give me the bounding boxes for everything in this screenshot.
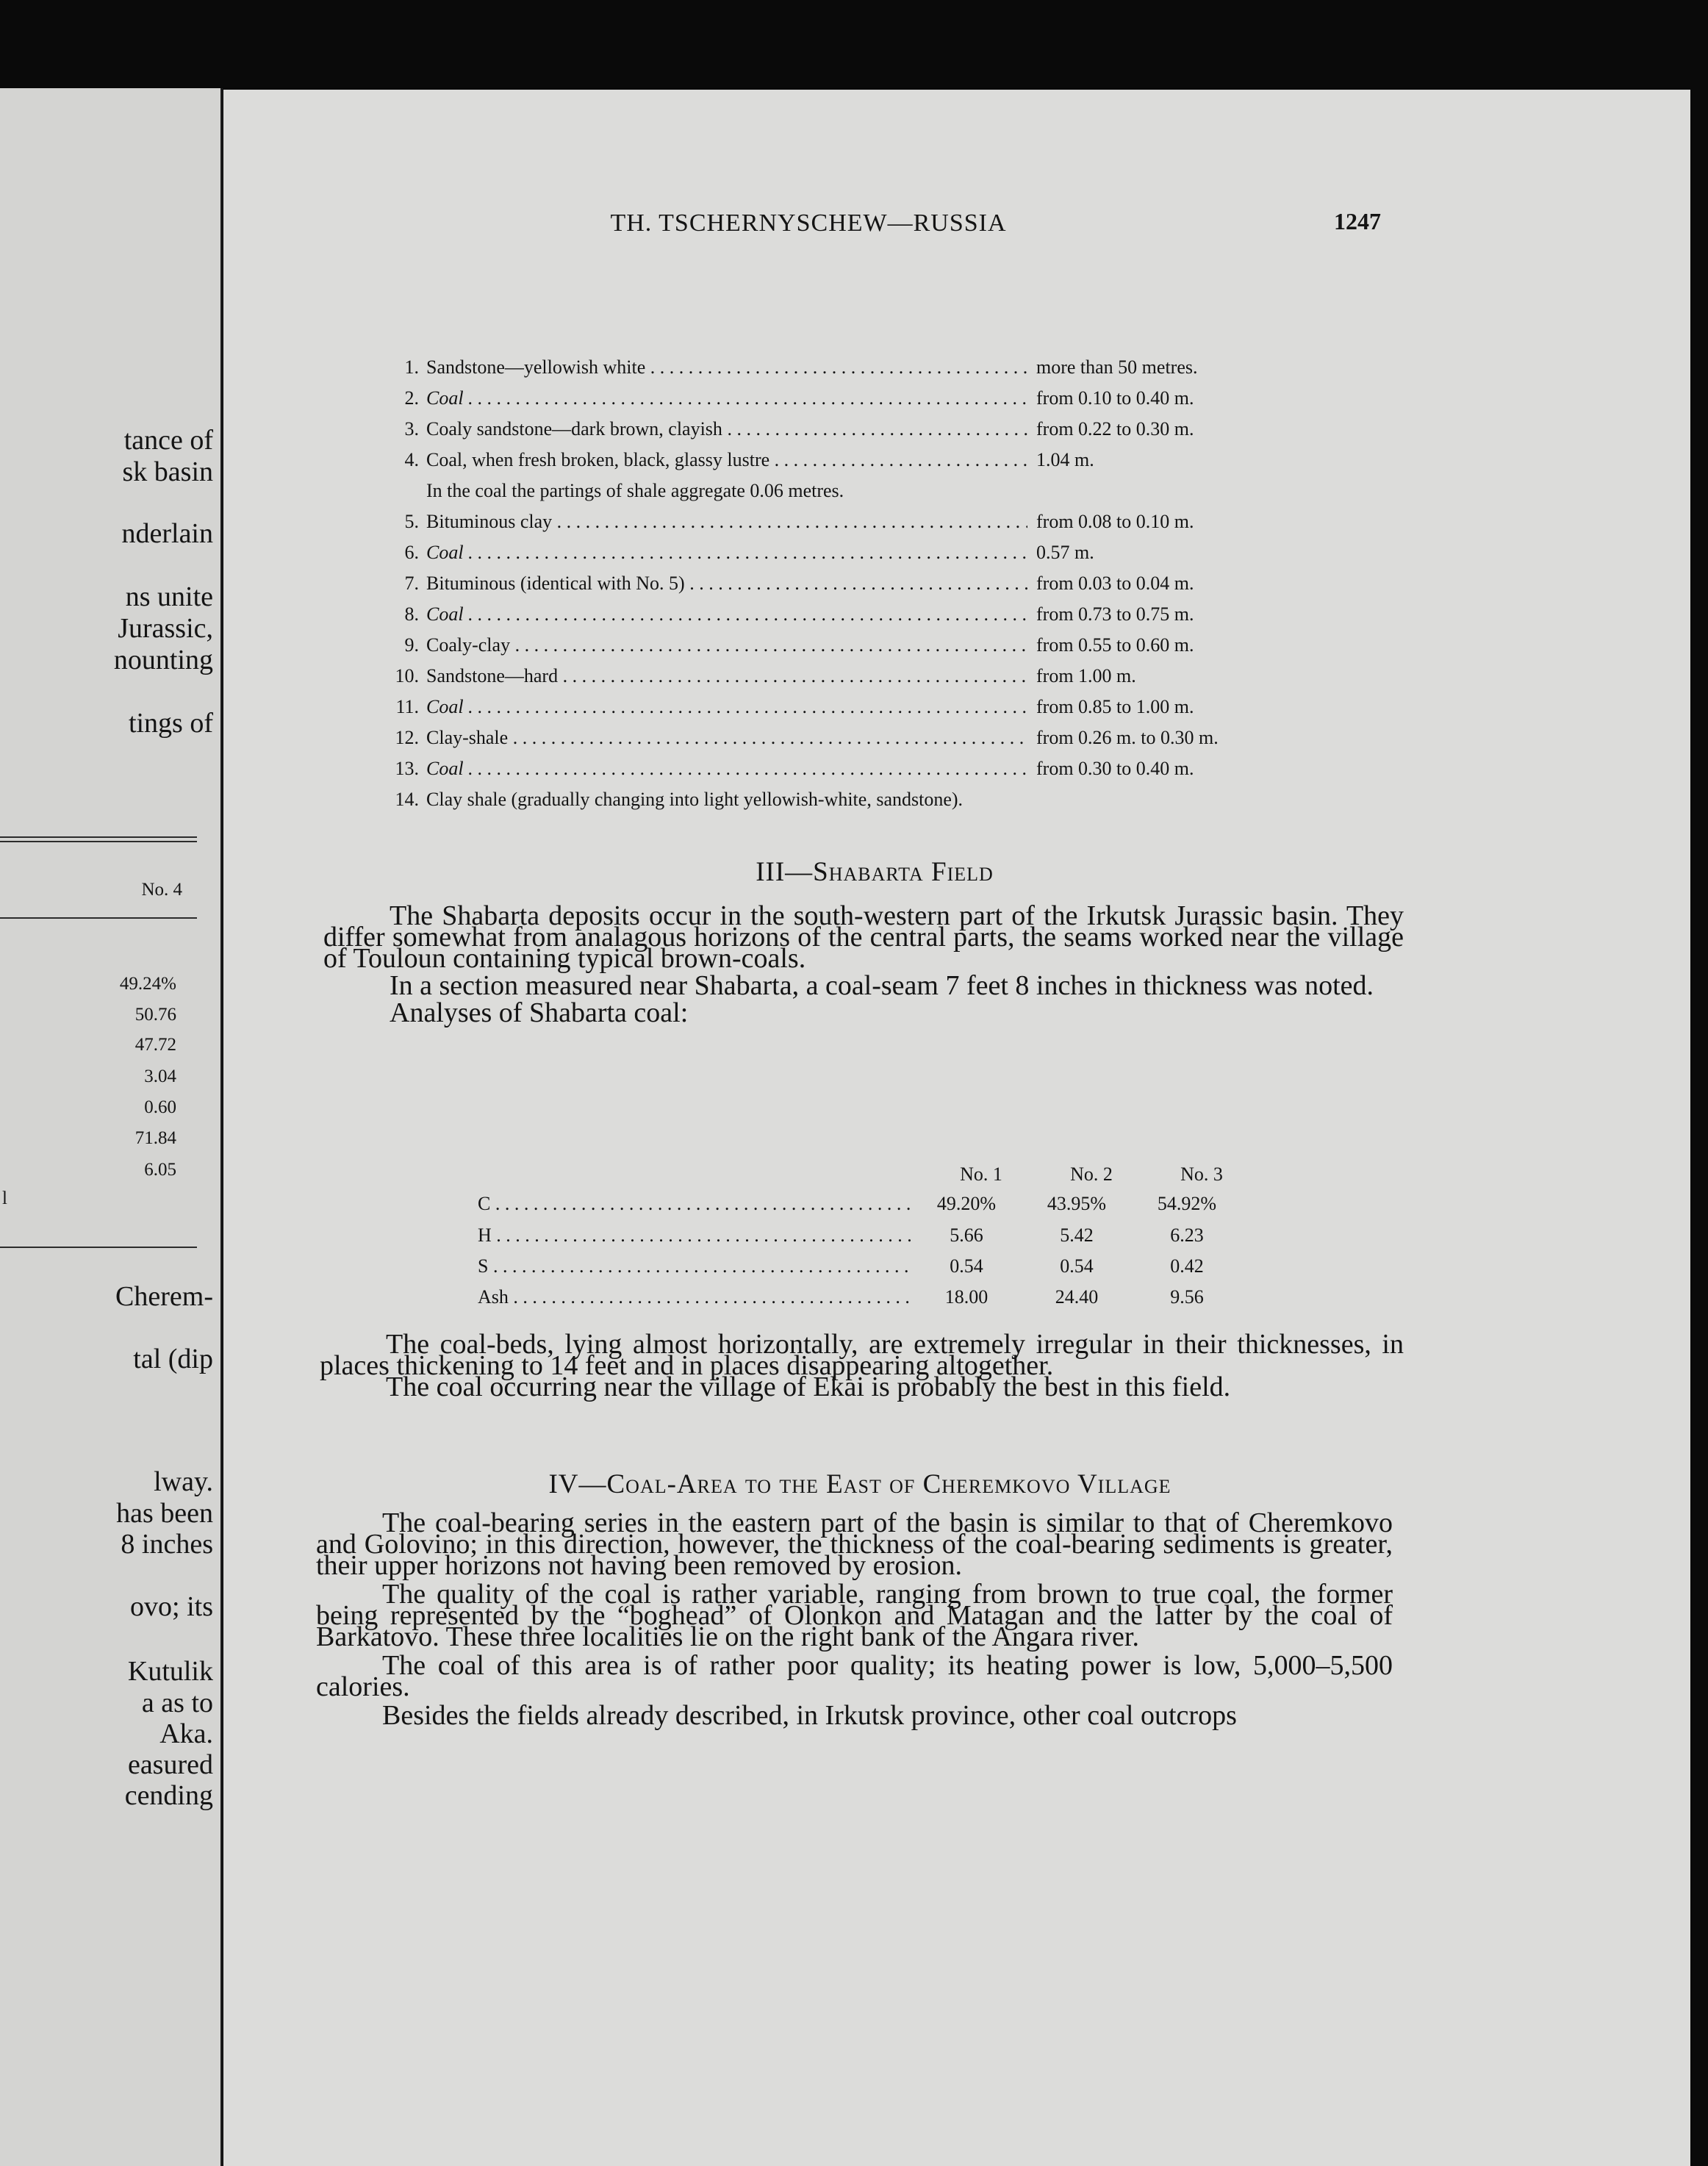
page-number: 1247: [1334, 208, 1381, 234]
left-table-value: 3.04: [144, 1066, 176, 1086]
strata-description: Bituminous (identical with No. 5) . . .: [426, 573, 1027, 595]
analysis-column-header: No. 3: [1180, 1163, 1223, 1185]
analysis-column-header: No. 2: [1070, 1163, 1113, 1185]
strata-row: [382, 665, 1264, 695]
strata-row: [382, 418, 1264, 448]
strata-description: Sandstone—hard . . .: [426, 665, 1027, 687]
strata-thickness: from 0.22 to 0.30 m.: [1036, 418, 1194, 440]
strata-thickness: from 0.73 to 0.75 m.: [1036, 603, 1194, 625]
paragraph: The coal-beds, lying almost horizontally, are extremely irregular in their thicknesses, in places thickening to 14 feet and in places disappearing altogether.: [320, 1329, 1404, 1381]
left-text-fragment: tal (dip: [133, 1344, 213, 1374]
strata-number: 11.: [395, 696, 419, 717]
left-table-value: l: [2, 1188, 7, 1208]
strata-row: [382, 356, 1264, 386]
strata-number: 7.: [404, 573, 419, 594]
strata-description: Coal . . .: [426, 696, 1027, 718]
strata-thickness: more than 50 metres.: [1036, 356, 1198, 378]
left-text-fragment: Cherem-: [115, 1281, 213, 1312]
left-text-fragment: nderlain: [121, 518, 213, 549]
analysis-row: [478, 1286, 1242, 1319]
analysis-column-header: No. 1: [960, 1163, 1002, 1185]
analysis-value: 24.40: [1055, 1286, 1099, 1308]
strata-number: 10.: [395, 665, 419, 686]
left-table-value: 47.72: [134, 1035, 176, 1055]
strata-description: Coal . . .: [426, 758, 1027, 780]
paragraph: Besides the fields already described, in Irkutsk province, other coal outcrops: [382, 1700, 1237, 1731]
strata-description: Coal . . .: [426, 603, 1027, 625]
left-table-value: 49.24%: [119, 974, 176, 994]
left-text-fragment: a as to: [141, 1688, 213, 1718]
left-text-fragment: tings of: [128, 708, 213, 739]
strata-number: 6.: [404, 542, 419, 563]
analysis-element: H . . .: [478, 1224, 911, 1247]
paragraph: The quality of the coal is rather variable, ranging from brown to true coal, the former being represented by the “boghead” of Olonkon and Matagan and the latter by the coal of Barkatovo. These three localities lie on the right bank of the Angara river.: [316, 1579, 1393, 1652]
strata-description: Clay-shale . . .: [426, 727, 1027, 749]
left-text-fragment: nounting: [113, 645, 213, 675]
left-table-value: 6.05: [144, 1160, 176, 1180]
analysis-row: [478, 1255, 1242, 1288]
strata-thickness: from 0.30 to 0.40 m.: [1036, 758, 1194, 779]
left-table-rule: [0, 917, 197, 919]
cheremkovo-east-text: [316, 1507, 1393, 1731]
strata-number: 3.: [404, 418, 419, 440]
left-table-header: No. 4: [141, 880, 182, 900]
strata-description: In the coal the partings of shale aggregate 0.06 metres.: [426, 480, 844, 501]
left-table-value: 50.76: [134, 1005, 176, 1025]
strata-row: [382, 542, 1264, 571]
paragraph: The coal-bearing series in the eastern part of the basin is similar to that of Cheremkovo and Golovino; in this direction, however, the thickness of the coal-bearing sediments is greater, their upper horizons not having been removed by erosion.: [316, 1507, 1393, 1581]
strata-thickness: 1.04 m.: [1036, 449, 1094, 470]
paragraph: In a section measured near Shabarta, a coal-seam 7 feet 8 inches in thickness was noted.: [390, 970, 1374, 1001]
strata-row: [382, 387, 1264, 417]
analysis-value: 0.42: [1170, 1255, 1204, 1277]
strata-thickness: from 0.85 to 1.00 m.: [1036, 696, 1194, 717]
left-table-value: 71.84: [134, 1128, 176, 1148]
analysis-value: 49.20%: [936, 1193, 997, 1214]
strata-number: 1.: [404, 356, 419, 378]
analysis-row: [478, 1224, 1242, 1257]
strata-row: [382, 511, 1264, 540]
strata-row: [382, 696, 1264, 725]
paragraph: The coal occurring near the village of Ekai is probably the best in this field.: [386, 1371, 1231, 1402]
strata-number: 12.: [395, 727, 419, 748]
analysis-value: 54.92%: [1157, 1193, 1217, 1214]
paragraph: The Shabarta deposits occur in the south-western part of the Irkutsk Jurassic basin. They differ somewhat from analagous horizons of the central parts, the seams worked near the village of Touloun containing typical brown-coals.: [323, 900, 1404, 974]
section-heading-shabarta: III—Shabarta Field: [756, 857, 994, 887]
strata-description: Sandstone—yellowish white . . .: [426, 356, 1027, 379]
strata-description: Coal . . .: [426, 542, 1027, 564]
analysis-value: 43.95%: [1047, 1193, 1107, 1214]
strata-number: 8.: [404, 603, 419, 625]
strata-thickness: from 0.03 to 0.04 m.: [1036, 573, 1194, 594]
strata-description: Clay shale (gradually changing into light yellowish-white, sandstone).: [426, 789, 964, 810]
left-text-fragment: Kutulik: [127, 1656, 213, 1687]
left-text-fragment: ns unite: [125, 581, 213, 612]
strata-row: [382, 573, 1264, 602]
left-text-fragment: tance of: [123, 425, 213, 456]
left-table-rule: [0, 836, 197, 838]
coal-beds-text: [320, 1329, 1404, 1402]
left-text-fragment: cending: [124, 1780, 213, 1811]
analysis-value: 0.54: [1060, 1255, 1094, 1277]
left-text-fragment: sk basin: [122, 456, 213, 487]
left-table-value: 0.60: [144, 1097, 176, 1117]
paragraph: Analyses of Shabarta coal:: [390, 997, 689, 1028]
left-text-fragment: lway.: [154, 1466, 213, 1497]
strata-thickness: 0.57 m.: [1036, 542, 1094, 563]
analysis-row: [478, 1193, 1242, 1225]
left-text-fragment: Aka.: [159, 1718, 213, 1749]
left-table-rule: [0, 1247, 197, 1248]
strata-number: 14.: [395, 789, 419, 810]
analysis-value: 6.23: [1170, 1224, 1204, 1246]
left-text-fragment: 8 inches: [121, 1529, 213, 1560]
analysis-value: 0.54: [950, 1255, 983, 1277]
strata-note: [382, 480, 1264, 509]
shabarta-text: [323, 900, 1404, 1028]
strata-row: [382, 758, 1264, 787]
strata-description: Bituminous clay . . .: [426, 511, 1027, 533]
left-text-fragment: easured: [127, 1749, 213, 1780]
strata-description: Coaly sandstone—dark brown, clayish . . .: [426, 418, 1027, 440]
strata-description: Coal . . .: [426, 387, 1027, 409]
strata-row: [382, 603, 1264, 633]
strata-thickness: from 0.55 to 0.60 m.: [1036, 634, 1194, 656]
paragraph: The coal of this area is of rather poor quality; its heating power is low, 5,000–5,500 calories.: [316, 1650, 1393, 1702]
left-table-rule: [0, 841, 197, 842]
strata-row: [382, 449, 1264, 478]
strata-number: 9.: [404, 634, 419, 656]
analysis-value: 5.42: [1060, 1224, 1094, 1246]
strata-description: Coaly-clay . . .: [426, 634, 1027, 656]
left-text-fragment: ovo; its: [130, 1591, 213, 1622]
strata-thickness: from 0.10 to 0.40 m.: [1036, 387, 1194, 409]
strata-thickness: from 0.08 to 0.10 m.: [1036, 511, 1194, 532]
strata-number: 4.: [404, 449, 419, 470]
analysis-element: Ash . . .: [478, 1286, 911, 1308]
analysis-element: C . . .: [478, 1193, 911, 1215]
strata-row: [382, 634, 1264, 664]
strata-row: [382, 727, 1264, 756]
analysis-value: 5.66: [950, 1224, 983, 1246]
left-text-fragment: Jurassic,: [118, 613, 213, 644]
left-page: [0, 88, 223, 2166]
strata-thickness: from 1.00 m.: [1036, 665, 1136, 686]
strata-number: 5.: [404, 511, 419, 532]
strata-number: 13.: [395, 758, 419, 779]
strata-description: Coal, when fresh broken, black, glassy lustre . . .: [426, 449, 1027, 471]
strata-row: [382, 789, 1264, 818]
analysis-value: 18.00: [944, 1286, 988, 1308]
left-text-fragment: has been: [116, 1498, 213, 1529]
running-head: TH. TSCHERNYSCHEW—RUSSIA: [610, 209, 1007, 237]
analysis-value: 9.56: [1170, 1286, 1204, 1308]
strata-number: 2.: [404, 387, 419, 409]
section-heading-cheremkovo-east: IV—Coal-Area to the East of Cheremkovo Village: [548, 1469, 1171, 1499]
strata-thickness: from 0.26 m. to 0.30 m.: [1036, 727, 1219, 748]
analysis-element: S . . .: [478, 1255, 911, 1277]
